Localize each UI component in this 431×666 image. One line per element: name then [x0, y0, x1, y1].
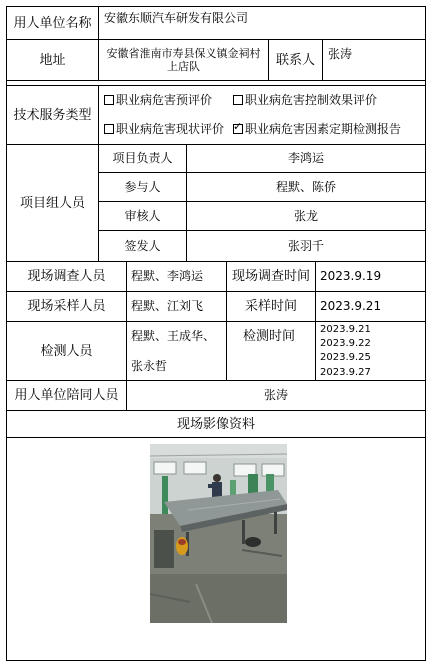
sampling-time-label: 采样时间 [244, 299, 297, 314]
testing-date-4: 2023.9.27 [320, 367, 371, 378]
service-option-status-evaluation[interactable]: 职业病危害现状评价 [104, 122, 224, 137]
team-role-reviewer: 审核人 [124, 208, 161, 223]
employer-value: 安徽东顺汽车研发有限公司 [104, 11, 249, 25]
address-label: 地址 [39, 52, 66, 68]
photo-section-title: 现场影像资料 [176, 416, 255, 432]
team-names-reviewer: 张龙 [293, 208, 318, 223]
service-option-periodic-testing[interactable]: ✓ 职业病危害因素定期检测报告 [233, 122, 401, 137]
testing-date-3: 2023.9.25 [320, 352, 371, 363]
testing-date-1: 2023.9.21 [320, 324, 371, 335]
address-value [99, 42, 268, 78]
sampling-time-value: 2023.9.21 [320, 299, 382, 313]
team-role-participant: 参与人 [124, 179, 161, 194]
checkbox-icon [233, 95, 243, 105]
testing-date-2: 2023.9.22 [320, 338, 371, 349]
sampling-staff-value: 程默、江刘飞 [131, 299, 204, 313]
service-option-pre-evaluation[interactable]: 职业病危害预评价 [104, 93, 212, 108]
team-names-issuer: 张羽千 [287, 238, 324, 253]
address-line-2: 上店队 [167, 60, 200, 73]
accompany-label: 用人单位陪同人员 [14, 388, 119, 403]
employer-label: 用人单位名称 [13, 15, 92, 31]
site-photo-icon [150, 444, 287, 623]
accompany-value: 张涛 [263, 388, 288, 402]
testing-time-label: 检测时间 [243, 329, 296, 344]
contact-value: 张涛 [328, 47, 353, 61]
contact-label: 联系人 [275, 52, 315, 68]
checkbox-checked-icon [233, 124, 243, 134]
survey-staff-value: 程默、李鸿运 [131, 269, 204, 283]
team-label: 项目组人员 [19, 195, 85, 211]
address-line-1: 安徽省淮南市寿县保义镇金祠村 [106, 47, 261, 60]
survey-staff-label: 现场调查人员 [27, 269, 106, 284]
team-names-leader: 李鸿运 [287, 151, 324, 165]
team-role-leader: 项目负责人 [112, 151, 173, 165]
testing-staff-label: 检测人员 [40, 343, 93, 359]
checkbox-icon [104, 95, 114, 105]
survey-time-label: 现场调查时间 [231, 269, 310, 284]
team-names-participant: 程默、陈侨 [275, 179, 336, 194]
survey-time-value: 2023.9.19 [320, 269, 382, 283]
testing-staff-line-2: 张永哲 [131, 359, 168, 373]
service-type-label: 技术服务类型 [13, 107, 92, 123]
site-photo [150, 444, 287, 623]
sampling-staff-label: 现场采样人员 [27, 299, 106, 314]
testing-staff-line-1: 程默、王成华、 [131, 329, 216, 343]
service-option-control-effect[interactable]: 职业病危害控制效果评价 [233, 93, 377, 108]
team-role-issuer: 签发人 [124, 238, 161, 253]
checkbox-icon [104, 124, 114, 134]
